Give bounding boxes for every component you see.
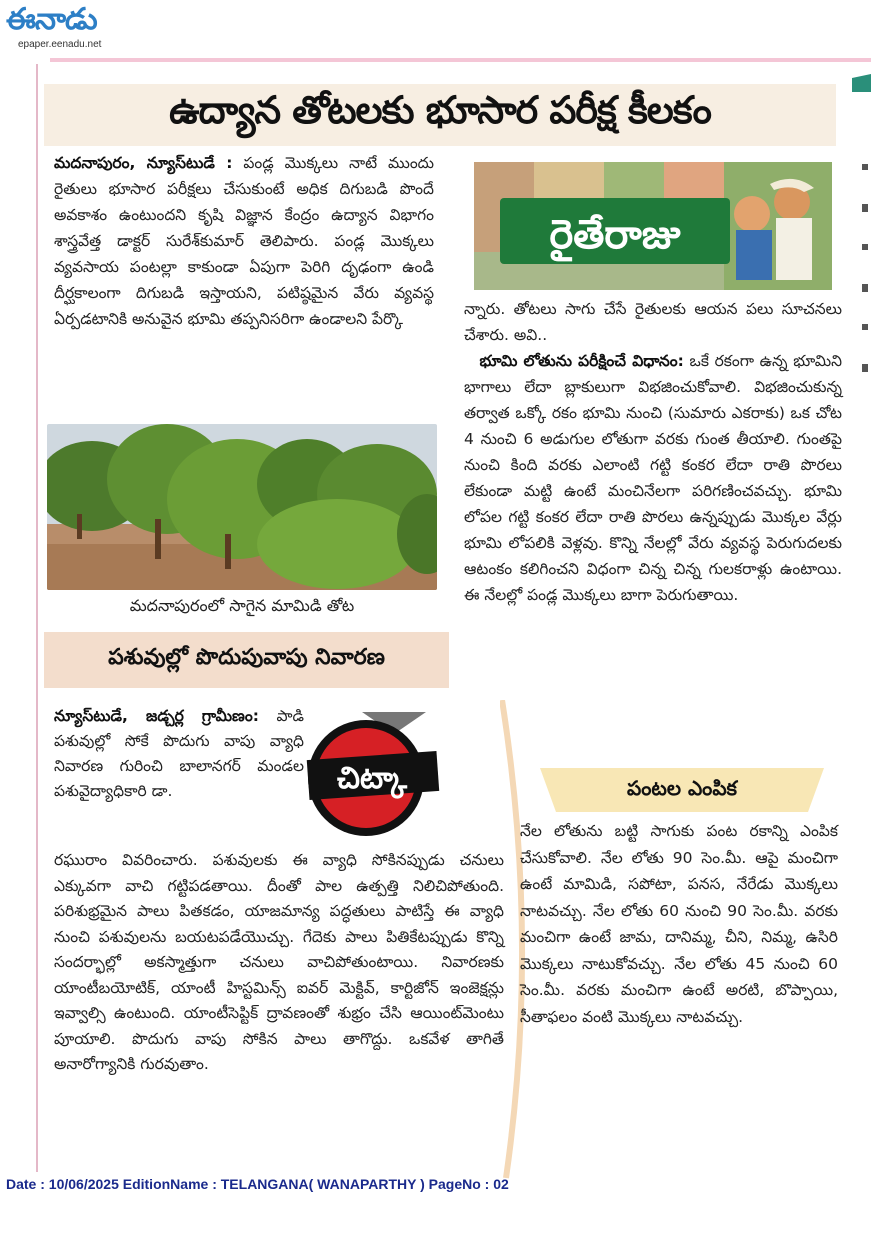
page-footer: Date : 10/06/2025 EditionName : TELANGANA( WANAPARTHY ) PageNo : 02 [6, 1176, 509, 1192]
tip-badge [294, 712, 444, 840]
article-dateline: మదనాపురం, న్యూస్‌టుడే : [54, 154, 233, 172]
crop-selection-paragraph: నేల లోతును బట్టి సాగుకు పంట రకాన్ని ఎంపిక చేసుకోవాలి. నేల లోతు 90 సెం.మీ. ఆపై మంచిగా ఉంటే మామిడి, సపోటా, పనస, నేరేడు మొక్కలు నాటవచ్చు. నేల లోతు 60 నుంచి 90 సెం.మీ. వరకు మంచిగా ఉంటే జామ, దానిమ్మ, చీని, నిమ్మ, ఉసిరి మొక్కలు నాటుకోవచ్చు. నేల లోతు 45 నుంచి 60 సెం.మీ. వరకు మంచిగా ఉంటే అరటి, బొప్పాయి, సీతాఫలం వంటి మొక్కలు నాటవచ్చు. [520, 822, 838, 1026]
sub-article-top-text: పాడి పశువుల్లో సోకే పొదుగు వాపు వ్యాధి నివారణ గురించి బాలానగర్ మండల పశువైద్యాధికారి డా. [54, 707, 304, 800]
left-column-rule [36, 64, 38, 1172]
header-divider [50, 58, 871, 62]
article-col1-text: పండ్ల మొక్కలు నాటే ముందు రైతులు భూసార పరీక్షలు చేసుకుంటే అధిక దిగుబడి పొందే అవకాశం ఉంటుందని కృషి విజ్ఞాన కేంద్రం ఉద్యాన విభాగం శాస్త్రవేత్త డాక్టర్ సురేశ్‌కుమార్ తెలిపారు. పండ్ల మొక్కలు వ్యవసాయ పంటల్లా కాకుండా ఏపుగా పెరిగి దృఢంగా ఉండి దీర్ఘకాలంగా దిగుబడి ఇస్తాయని, పటిష్ఠమైన వేరు వ్యవస్థ ఏర్పడటానికి అనువైన భూమి తప్పనిసరిగా ఉండాలని పేర్కొ [54, 154, 434, 328]
crop-selection-text [520, 818, 838, 1030]
raithe-raju-title: రైతేరాజు [549, 212, 681, 258]
raithe-raju-banner [474, 162, 832, 290]
soil-depth-heading: భూమి లోతును పరీక్షించే విధానం: [479, 352, 684, 370]
sub-article-bottom-text: రఘురాం వివరించారు. పశువులకు ఈ వ్యాధి సోకినప్పుడు చనులు ఎక్కువగా వాచి గట్టిపడతాయి. దీంతో పాల ఉత్పత్తి నిలిచిపోతుంది. పరిశుభ్రమైన పాలు పితకడం, యాజమాన్య పద్ధతులు పాటిస్తే ఈ వ్యాధి నుంచి పశువులను బయటపడేయొచ్చు. గేదెకు పాలు పితికేటప్పుడు కొన్ని సందర్భాల్లో అకస్మాత్తుగా చనులు వాచిపోతుంటాయి. నివారణకు యాంటీబయోటిక్, యాంటీ హిస్టమిన్స్ ఐవర్ మెక్టివ్, కార్టిజోన్ ఇంజెక్షన్లు ఇవ్వాల్సి ఉంటుంది. యాంటీసెప్టిక్ ద్రావణంతో శుభ్రం చేసి ఆయింట్‌మెంటు పూయాలి. పొదుగు వాపు సోకిన పాలు తాగొద్దు. ఒకవేళ తాగితే అనారోగ్యానికి గురవుతాం. [54, 851, 504, 1073]
sub-article-headline: పశువుల్లో పొదుపువాపు నివారణ [108, 645, 385, 670]
photo-caption: మదనాపురంలో సాగైన మామిడి తోట [129, 596, 355, 615]
adjacent-article-edge [852, 64, 871, 404]
crop-selection-heading: పంటల ఎంపిక [627, 775, 737, 800]
mango-orchard-photo [47, 424, 437, 590]
article-column-1 [54, 150, 434, 412]
article-column-2 [464, 296, 842, 608]
badge-label: చిట్కా [336, 761, 408, 796]
article-col2-text: ఒకే రకంగా ఉన్న భూమిని భాగాలు లేదా బ్లాకులుగా విభజించుకోవాలి. విభజించుకున్న తర్వాత ఒక్కో రకం భూమి నుంచి (సుమారు ఎకరాకు) ఒక చోట 4 నుంచి 6 అడుగుల లోతుగా వరకు గుంత తీయాలి. గుంతపై నుంచి కింది వరకు ఎలాంటి గట్టి కంకర లేదా రాతి పొరలు లేకుండా మట్టి ఉంటే మంచినేలగా పరిగణించవచ్చు. భూమి లోపల గట్టి కంకర లేదా రాతి పొరలు ఉన్నప్పుడు మొక్కల వేర్లు భూమి లోపలికి వెళ్లవు. కొన్ని నేలల్లో వేరు వ్యవస్థ పెరుగుదలకు ఆటంకం కలిగించని విధంగా చిన్న చిన్న గులకరాళ్లు ఉంటాయి. ఈ నేలల్లో పండ్ల మొక్కలు బాగా పెరుగుతాయి. [464, 352, 842, 604]
eenadu-logo: ఈనాడు [6, 2, 97, 37]
site-url[interactable]: epaper.eenadu.net [18, 39, 102, 50]
sub-article-dateline: న్యూస్‌టుడే, జడ్చర్ల గ్రామీణం: [54, 707, 259, 725]
article-col2-intro: న్నారు. తోటలు సాగు చేసే రైతులకు ఆయన పలు సూచనలు చేశారు. అవి.. [464, 300, 842, 344]
sub-article-text-top [54, 704, 304, 854]
article-headline: ఉద్యాన తోటలకు భూసార పరీక్ష కీలకం [169, 88, 711, 132]
sub-article-text-bottom [54, 848, 504, 1078]
